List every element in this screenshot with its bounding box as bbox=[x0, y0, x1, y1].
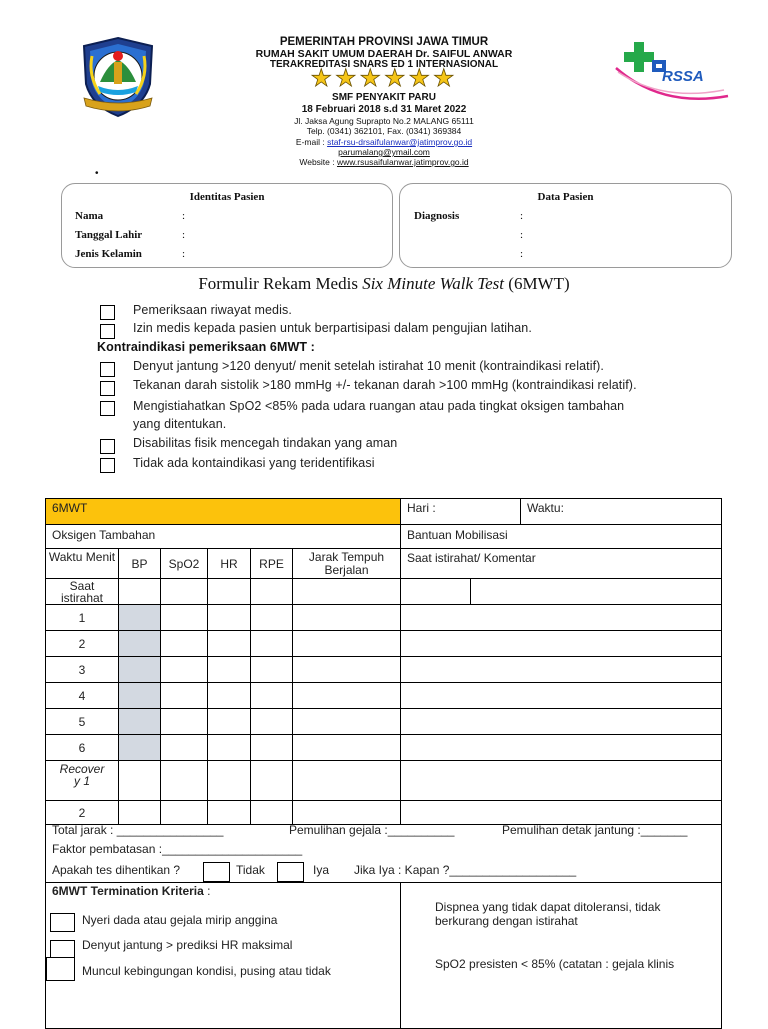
cell-input[interactable] bbox=[208, 579, 251, 605]
cell-input[interactable] bbox=[208, 801, 251, 825]
header-hr: HR bbox=[208, 549, 251, 579]
cell-input[interactable] bbox=[208, 683, 251, 709]
table-row bbox=[46, 657, 722, 683]
label-dispnea-cont: berkurang dengan istirahat bbox=[435, 914, 578, 928]
table-row bbox=[46, 801, 722, 825]
cell-input[interactable] bbox=[161, 683, 208, 709]
cell-input[interactable] bbox=[161, 709, 208, 735]
cell-input[interactable] bbox=[293, 761, 401, 801]
field-blank-colon-1: : bbox=[520, 229, 524, 241]
accreditation-stars: ★★★★★★ bbox=[310, 65, 458, 92]
label-denyut-jantung: Denyut jantung >120 denyut/ menit setelah istirahat 10 menit (kontraindikasi relatif). bbox=[133, 359, 605, 373]
field-nama-label: Nama bbox=[75, 210, 104, 222]
cell-input[interactable] bbox=[119, 801, 161, 825]
field-tanggal-lahir-colon: : bbox=[182, 229, 186, 241]
termination-heading-bold: 6MWT Termination Kriteria bbox=[52, 884, 204, 898]
row-label-6: 6 bbox=[46, 735, 119, 761]
label-denyut-hr: Denyut jantung > prediksi HR maksimal bbox=[82, 938, 293, 952]
cell-waktu[interactable] bbox=[521, 499, 722, 525]
pemulihan-gejala-blank: __________ bbox=[387, 823, 455, 837]
header-address: Jl. Jaksa Agung Suprapto No.2 MALANG 65111 bbox=[294, 116, 474, 126]
form-title-part2: Six Minute Walk Test bbox=[362, 274, 505, 293]
cell-hari[interactable] bbox=[401, 499, 521, 525]
rssa-logo-text: RSSA bbox=[662, 68, 704, 85]
identitas-pasien-box bbox=[61, 183, 393, 268]
cell-input-shaded[interactable] bbox=[119, 631, 161, 657]
table-row bbox=[46, 735, 722, 761]
cell-input[interactable] bbox=[161, 605, 208, 631]
row-label-4: 4 bbox=[46, 683, 119, 709]
cell-input[interactable] bbox=[401, 761, 722, 801]
cell-input[interactable] bbox=[208, 605, 251, 631]
field-diagnosis-label: Diagnosis bbox=[414, 210, 460, 222]
table-row bbox=[46, 579, 722, 605]
cell-input[interactable] bbox=[293, 631, 401, 657]
label-disabilitas: Disabilitas fisik mencegah tindakan yang aman bbox=[133, 436, 398, 450]
table-row bbox=[46, 631, 722, 657]
cell-input[interactable] bbox=[293, 683, 401, 709]
jika-iya-field[interactable] bbox=[354, 863, 576, 877]
pemulihan-detak-label: Pemulihan detak jantung : bbox=[502, 823, 641, 837]
cell-input[interactable] bbox=[401, 801, 722, 825]
table-row bbox=[46, 683, 722, 709]
pemulihan-detak-blank: _______ bbox=[640, 823, 688, 837]
cell-input[interactable] bbox=[293, 579, 401, 605]
faktor-pembatasan-field[interactable] bbox=[52, 842, 302, 856]
website-link[interactable]: www.rsusaifulanwar.jatimprov.go.id bbox=[336, 157, 469, 167]
termination-heading bbox=[52, 884, 210, 898]
cell-input[interactable] bbox=[119, 761, 161, 801]
kontraindikasi-heading: Kontraindikasi pemeriksaan 6MWT : bbox=[97, 340, 315, 354]
label-spo2: Mengistiahatkan SpO2 <85% pada udara ruangan atau pada tingkat oksigen tambahan bbox=[133, 399, 625, 413]
checkbox-tidak[interactable] bbox=[203, 862, 230, 882]
pemulihan-gejala-label: Pemulihan gejala : bbox=[289, 823, 388, 837]
bullet-dot: • bbox=[95, 168, 99, 179]
cell-input[interactable] bbox=[401, 657, 722, 683]
cell-input[interactable] bbox=[208, 761, 251, 801]
header-department: SMF PENYAKIT PARU bbox=[332, 92, 436, 103]
cell-input[interactable] bbox=[161, 761, 208, 801]
cell-input[interactable] bbox=[161, 631, 208, 657]
header-accreditation: TERAKREDITASI SNARS ED 1 INTERNASIONAL bbox=[269, 59, 499, 70]
cell-input-shaded[interactable] bbox=[119, 709, 161, 735]
field-jenis-kelamin-colon: : bbox=[182, 248, 186, 260]
cell-input[interactable] bbox=[251, 631, 293, 657]
checkbox-tidak-ada-kontraindikasi[interactable] bbox=[100, 458, 115, 473]
identitas-title: Identitas Pasien bbox=[189, 191, 265, 203]
cell-input-shaded[interactable] bbox=[119, 735, 161, 761]
row-label-2: 2 bbox=[46, 631, 119, 657]
checkbox-izin-medis[interactable] bbox=[100, 324, 115, 339]
apakah-label: Apakah tes dihentikan ? bbox=[52, 863, 181, 877]
header-province: PEMERINTAH PROVINSI JAWA TIMUR bbox=[279, 36, 489, 48]
cell-input[interactable] bbox=[251, 801, 293, 825]
form-title bbox=[0, 274, 768, 294]
cell-input[interactable] bbox=[251, 761, 293, 801]
row-label-saat-istirahat: Saat istirahat bbox=[46, 579, 119, 605]
header-komentar: Saat istirahat/ Komentar bbox=[401, 549, 722, 579]
cell-input[interactable] bbox=[251, 683, 293, 709]
cell-input[interactable] bbox=[401, 631, 722, 657]
cell-input-shaded[interactable] bbox=[119, 605, 161, 631]
row-label-recovery-2: 2 bbox=[46, 801, 119, 825]
label-riwayat-medis: Pemeriksaan riwayat medis. bbox=[133, 303, 292, 317]
email-link-1[interactable]: staf-rsu-drsaifulanwar@jatimprov.go.id bbox=[327, 137, 473, 147]
waktu-label: Waktu: bbox=[527, 501, 564, 515]
data-pasien-title: Data Pasien bbox=[537, 191, 594, 203]
row-label-recovery-1: Recovery 1 bbox=[46, 761, 119, 801]
cell-6mwt-title bbox=[46, 499, 401, 525]
cell-oksigen-tambahan[interactable] bbox=[46, 525, 401, 549]
header-rpe: RPE bbox=[251, 549, 293, 579]
cell-input-shaded[interactable] bbox=[119, 657, 161, 683]
checkbox-iya[interactable] bbox=[277, 862, 304, 882]
cell-input[interactable] bbox=[471, 579, 722, 605]
checkbox-kebingungan[interactable] bbox=[46, 957, 75, 981]
cell-input[interactable] bbox=[251, 605, 293, 631]
cell-input[interactable] bbox=[401, 735, 722, 761]
label-spo2-presisten: SpO2 presisten < 85% (catatan : gejala klinis bbox=[435, 957, 675, 971]
faktor-blank: _____________________ bbox=[162, 842, 303, 856]
header-spo2: SpO2 bbox=[161, 549, 208, 579]
field-blank-colon-2: : bbox=[520, 248, 524, 260]
header-phone: Telp. (0341) 362101, Fax. (0341) 369384 bbox=[306, 126, 462, 136]
field-diagnosis-colon: : bbox=[520, 210, 524, 222]
cell-input[interactable] bbox=[401, 579, 471, 605]
header-email-line bbox=[200, 137, 568, 147]
termination-heading-colon: : bbox=[203, 884, 211, 898]
label-nyeri-dada: Nyeri dada atau gejala mirip anggina bbox=[82, 913, 278, 927]
checkbox-tekanan-darah[interactable] bbox=[100, 381, 115, 396]
table-row bbox=[46, 709, 722, 735]
cell-input[interactable] bbox=[208, 709, 251, 735]
table-row bbox=[46, 761, 722, 801]
cell-input[interactable] bbox=[208, 631, 251, 657]
6mwt-title-text: 6MWT bbox=[52, 501, 88, 515]
cell-input[interactable] bbox=[293, 709, 401, 735]
cell-input[interactable] bbox=[401, 709, 722, 735]
cell-input[interactable] bbox=[161, 735, 208, 761]
cell-input[interactable] bbox=[293, 605, 401, 631]
checkbox-riwayat-medis[interactable] bbox=[100, 305, 115, 320]
cell-input[interactable] bbox=[119, 579, 161, 605]
total-jarak-field[interactable] bbox=[52, 823, 223, 837]
checkbox-nyeri-dada[interactable] bbox=[50, 913, 75, 932]
header-period: 18 Februari 2018 s.d 31 Maret 2022 bbox=[301, 104, 467, 115]
cell-input[interactable] bbox=[161, 657, 208, 683]
cell-input[interactable] bbox=[161, 579, 208, 605]
field-tanggal-lahir-label: Tanggal Lahir bbox=[75, 229, 143, 241]
email-label: E-mail : bbox=[295, 137, 328, 147]
bantuan-label: Bantuan Mobilisasi bbox=[407, 528, 508, 542]
cell-input[interactable] bbox=[251, 579, 293, 605]
table-row bbox=[46, 605, 722, 631]
cell-input[interactable] bbox=[401, 605, 722, 631]
cell-input[interactable] bbox=[251, 735, 293, 761]
provincial-crest-logo bbox=[78, 36, 158, 118]
cell-input[interactable] bbox=[208, 657, 251, 683]
field-nama-colon: : bbox=[182, 210, 186, 222]
jika-blank: ___________________ bbox=[449, 863, 577, 877]
tidak-label: Tidak bbox=[236, 863, 265, 877]
termination-left-cell bbox=[46, 883, 401, 1029]
oksigen-label: Oksigen Tambahan bbox=[52, 528, 156, 542]
checkbox-disabilitas[interactable] bbox=[100, 439, 115, 454]
label-kebingungan: Muncul kebingungan kondisi, pusing atau tidak bbox=[82, 964, 331, 978]
hari-label: Hari : bbox=[407, 501, 436, 515]
checkbox-spo2[interactable] bbox=[100, 401, 115, 416]
cell-input[interactable] bbox=[208, 735, 251, 761]
label-izin-medis: Izin medis kepada pasien untuk berpartisipasi dalam pengujian latihan. bbox=[133, 321, 532, 335]
row-label-3: 3 bbox=[46, 657, 119, 683]
website-label: Website : bbox=[299, 157, 337, 167]
header-hospital-name: RUMAH SAKIT UMUM DAERAH Dr. SAIFUL ANWAR bbox=[255, 48, 513, 60]
cell-input[interactable] bbox=[293, 735, 401, 761]
iya-label: Iya bbox=[313, 863, 330, 877]
jika-label: Jika Iya : Kapan ? bbox=[354, 863, 450, 877]
label-spo2-cont: yang ditentukan. bbox=[133, 417, 227, 431]
total-jarak-blank: ________________ bbox=[116, 823, 224, 837]
row-label-1: 1 bbox=[46, 605, 119, 631]
label-tidak-ada-kontraindikasi: Tidak ada kontaindikasi yang teridentifikasi bbox=[133, 456, 375, 470]
label-tekanan-darah: Tekanan darah sistolik >180 mmHg +/- tekanan darah >100 mmHg (kontraindikasi relatif). bbox=[133, 378, 637, 392]
header-bp: BP bbox=[119, 549, 161, 579]
cell-input-shaded[interactable] bbox=[119, 683, 161, 709]
data-pasien-box bbox=[399, 183, 732, 268]
rssa-logo bbox=[612, 38, 732, 110]
cell-input[interactable] bbox=[293, 801, 401, 825]
form-title-part3: (6MWT) bbox=[504, 274, 570, 293]
header-website-line bbox=[200, 157, 568, 167]
email-link-2[interactable]: parumalang@ymail.com bbox=[338, 147, 430, 157]
checkbox-denyut-jantung[interactable] bbox=[100, 362, 115, 377]
field-jenis-kelamin-label: Jenis Kelamin bbox=[75, 248, 142, 260]
cell-input[interactable] bbox=[293, 657, 401, 683]
cell-input[interactable] bbox=[161, 801, 208, 825]
cell-input[interactable] bbox=[251, 709, 293, 735]
header-waktu-menit: Waktu Menit bbox=[46, 549, 119, 579]
label-dispnea: Dispnea yang tidak dapat ditoleransi, tidak bbox=[435, 900, 661, 914]
faktor-label: Faktor pembatasan : bbox=[52, 842, 163, 856]
row-label-5: 5 bbox=[46, 709, 119, 735]
header-jarak-tempuh: Jarak Tempuh Berjalan bbox=[293, 549, 401, 579]
form-title-part1: Formulir Rekam Medis bbox=[198, 274, 363, 293]
total-jarak-label: Total jarak : bbox=[52, 823, 117, 837]
cell-bantuan-mobilisasi[interactable] bbox=[401, 525, 722, 549]
cell-input[interactable] bbox=[251, 657, 293, 683]
pemulihan-gejala-field[interactable] bbox=[289, 823, 454, 837]
pemulihan-detak-field[interactable] bbox=[502, 823, 687, 837]
cell-input[interactable] bbox=[401, 683, 722, 709]
